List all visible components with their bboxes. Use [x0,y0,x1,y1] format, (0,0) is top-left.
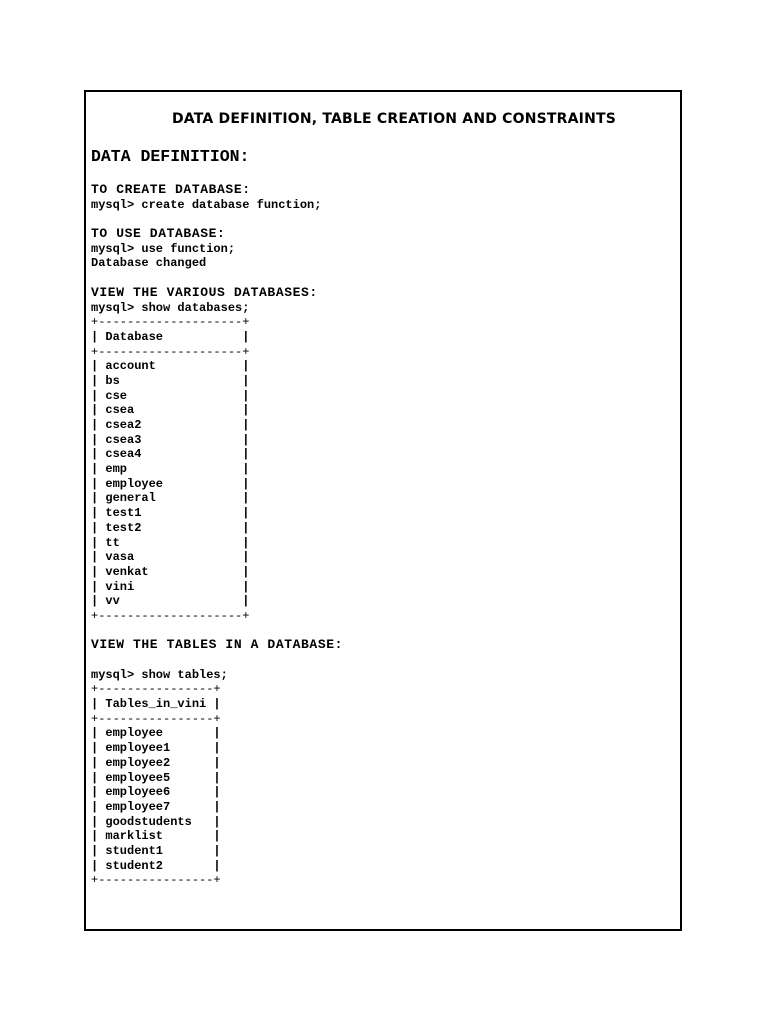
mysql-command-line: mysql> show databases; [91,300,250,315]
table-row: | csea4 | [91,447,250,462]
table-row: | csea3 | [91,432,250,447]
table-border-line: +----------------+ [91,682,221,697]
table-row: | student2 | [91,858,221,873]
table-border-line: +----------------+ [91,711,221,726]
table-border-line: +--------------------+ [91,315,250,330]
table-row: | Tables_in_vini | [91,697,221,712]
table-row: | test2 | [91,520,250,535]
table-row: | vv | [91,594,250,609]
table-row: | bs | [91,373,250,388]
table-row: | marklist | [91,829,221,844]
subsection-heading: TO CREATE DATABASE: [91,182,251,197]
table-row: | venkat | [91,564,250,579]
blank-line [91,653,343,668]
subsection-heading: VIEW THE VARIOUS DATABASES: [91,284,318,300]
sql-session-listing [91,183,343,888]
table-row: | csea2 | [91,418,250,432]
mysql-command-line: mysql> show tables; [91,667,228,682]
table-row: | vasa | [91,550,250,565]
table-row: | cse | [91,388,250,403]
table-row: | employee1 | [91,741,221,756]
mysql-command-line: mysql> create database function; [91,197,322,212]
table-row: | goodstudents | [91,814,221,829]
table-row: | vini | [91,579,250,594]
table-row: | test1 | [91,506,250,521]
table-border-line: +----------------+ [91,873,221,888]
table-row: | employee7 | [91,799,221,814]
table-row: | employee | [91,726,221,741]
table-row: | csea | [91,403,250,418]
table-border-line: +--------------------+ [91,344,250,359]
code-line: Database changed [91,256,207,271]
section-heading: DATA DEFINITION: [91,147,250,166]
document-title: DATA DEFINITION, TABLE CREATION AND CONSTRAINTS [171,111,617,127]
mysql-command-line: mysql> use function; [91,241,236,256]
document-page [84,90,682,931]
table-row: | employee2 | [91,755,221,770]
blank-line [91,212,343,227]
blank-line [91,624,343,639]
table-row: | Database | [91,329,250,344]
table-row: | account | [91,359,250,374]
table-row: | general | [91,491,250,506]
table-row: | employee6 | [91,785,221,800]
table-row: | tt | [91,535,250,550]
subsection-heading: TO USE DATABASE: [91,226,226,242]
table-row: | employee5 | [91,770,221,785]
table-border-line: +--------------------+ [91,608,250,623]
table-row: | student1 | [91,843,221,858]
subsection-heading: VIEW THE TABLES IN A DATABASE: [91,637,344,653]
table-row: | employee | [91,476,250,491]
blank-line [91,271,343,286]
table-row: | emp | [91,462,250,477]
